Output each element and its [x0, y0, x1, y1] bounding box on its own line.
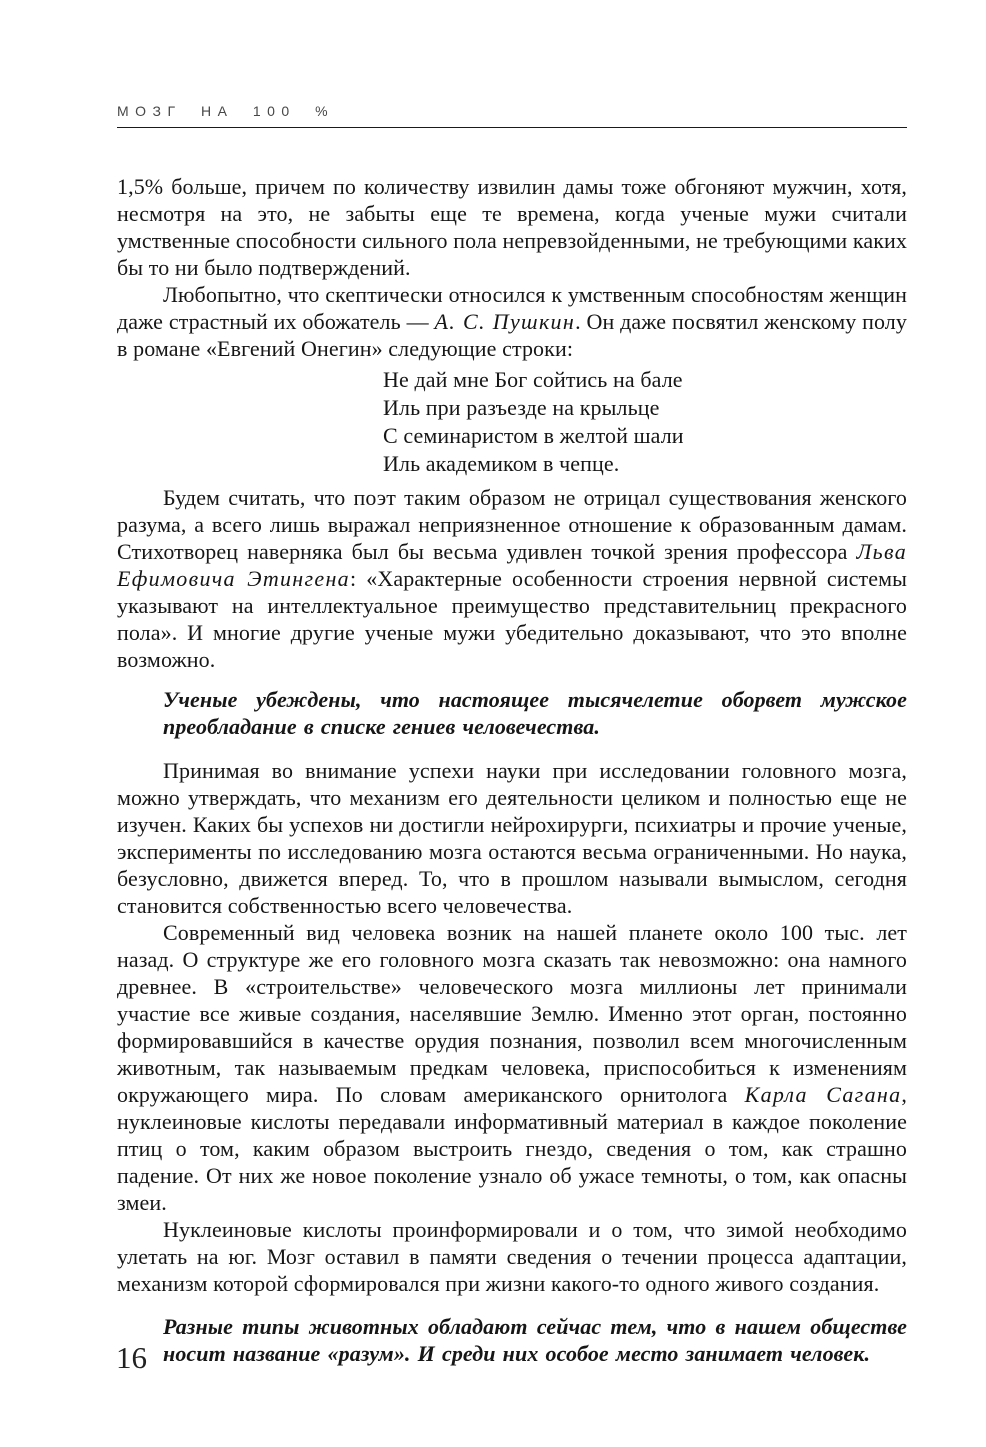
paragraph-text: : «Характерные особенности строения нервной системы указывают на интеллектуальное преимущество представительниц прекрасного пола». И многие другие ученые мужи убедительно доказывают, что это вполне возможно. [117, 566, 907, 672]
person-name-etingen: Льва Ефимовича Этингена [117, 539, 907, 591]
paragraph-text: , нуклеиновые кислоты передавали информативный материал в каждое поколение птиц о том, каким образом выстроить гнездо, сведения о том, как страшно падение. От них же новое поколение узнало об ужасе темноты, о том, как опасны змеи. [117, 1082, 907, 1215]
paragraph-text: . Он даже посвятил женскому полу в романе «Евгений Онегин» следующие строки: [117, 309, 907, 361]
poem-line: Иль при разъезде на крыльце [383, 395, 660, 420]
paragraph: Принимая во внимание успехи науки при исследовании головного мозга, можно утверждать, что механизм его деятельности целиком и полностью еще не изучен. Каких бы успехов ни достигли нейрохирурги, психиатры и прочие ученые, эксперименты по исследованию мозга остаются весьма ограниченными. Но наука, безусловно, движется вперед. То, что в прошлом называли вымыслом, сегодня становится собственностью всего человечества. [117, 758, 907, 918]
poem-line: Иль академиком в чепце. [383, 451, 620, 476]
paragraph-continuation: 1,5% больше, причем по количеству извилин дамы тоже обгоняют мужчин, хотя, несмотря на это, не забыты еще те времена, когда ученые мужи считали умственные способности сильного пола непревзойденными, не требующими каких бы то ни было подтверждений. [117, 174, 907, 280]
paragraph-text: Современный вид человека возник на нашей планете около 100 тыс. лет назад. О структуре же его головного мозга сказать так невозможно: она намного древнее. В «строительстве» человеческого мозга миллионы лет принимали участие все живые создания, населявшие Землю. Именно этот орган, постоянно формировавшийся в качестве орудия познания, позволил всем многочисленным животным, так называемым предкам человека, приспособиться к изменениям окружающего мира. По словам американского орнитолога [117, 920, 907, 1107]
emphasis-paragraph: Разные типы животных обладают сейчас тем, что в нашем обществе носит название «разум». И среди них особое место занимает человек. [163, 1314, 907, 1366]
running-header [117, 103, 907, 128]
paragraph [117, 484, 907, 673]
poem-line: Не дай мне Бог сойтись на бале [383, 367, 683, 392]
paragraph-text: Будем считать, что поэт таким образом не отрицал существования женского разума, а всего лишь выражал неприязненное отношение к образованным дамам. Стихотворец наверняка был бы весьма удивлен точкой зрения профессора [117, 485, 907, 564]
person-name-pushkin: А. С. Пушкин [434, 309, 576, 334]
emphasis-paragraph: Ученые убеждены, что настоящее тысячелетие оборвет мужское преобладание в списке гениев человечества. [163, 687, 907, 739]
poem-quote [383, 366, 907, 478]
paragraph: Нуклеиновые кислоты проинформировали и о том, что зимой необходимо улетать на юг. Мозг оставил в памяти сведения о течении процесса адаптации, механизм которой сформировался при жизни какого-то одного живого создания. [117, 1217, 907, 1296]
page-number: 16 [116, 1340, 147, 1375]
paragraph-text: Любопытно, что скептически относился к умственным способностям женщин даже страстный их обожатель — [117, 282, 907, 334]
running-header-title: МОЗГ НА 100 % [117, 103, 335, 119]
paragraph [117, 281, 907, 362]
page-text-column [117, 173, 907, 1367]
poem-line: С семинаристом в желтой шали [383, 423, 684, 448]
person-name-sagan: Карла Сагана [744, 1082, 902, 1107]
paragraph [117, 919, 907, 1216]
